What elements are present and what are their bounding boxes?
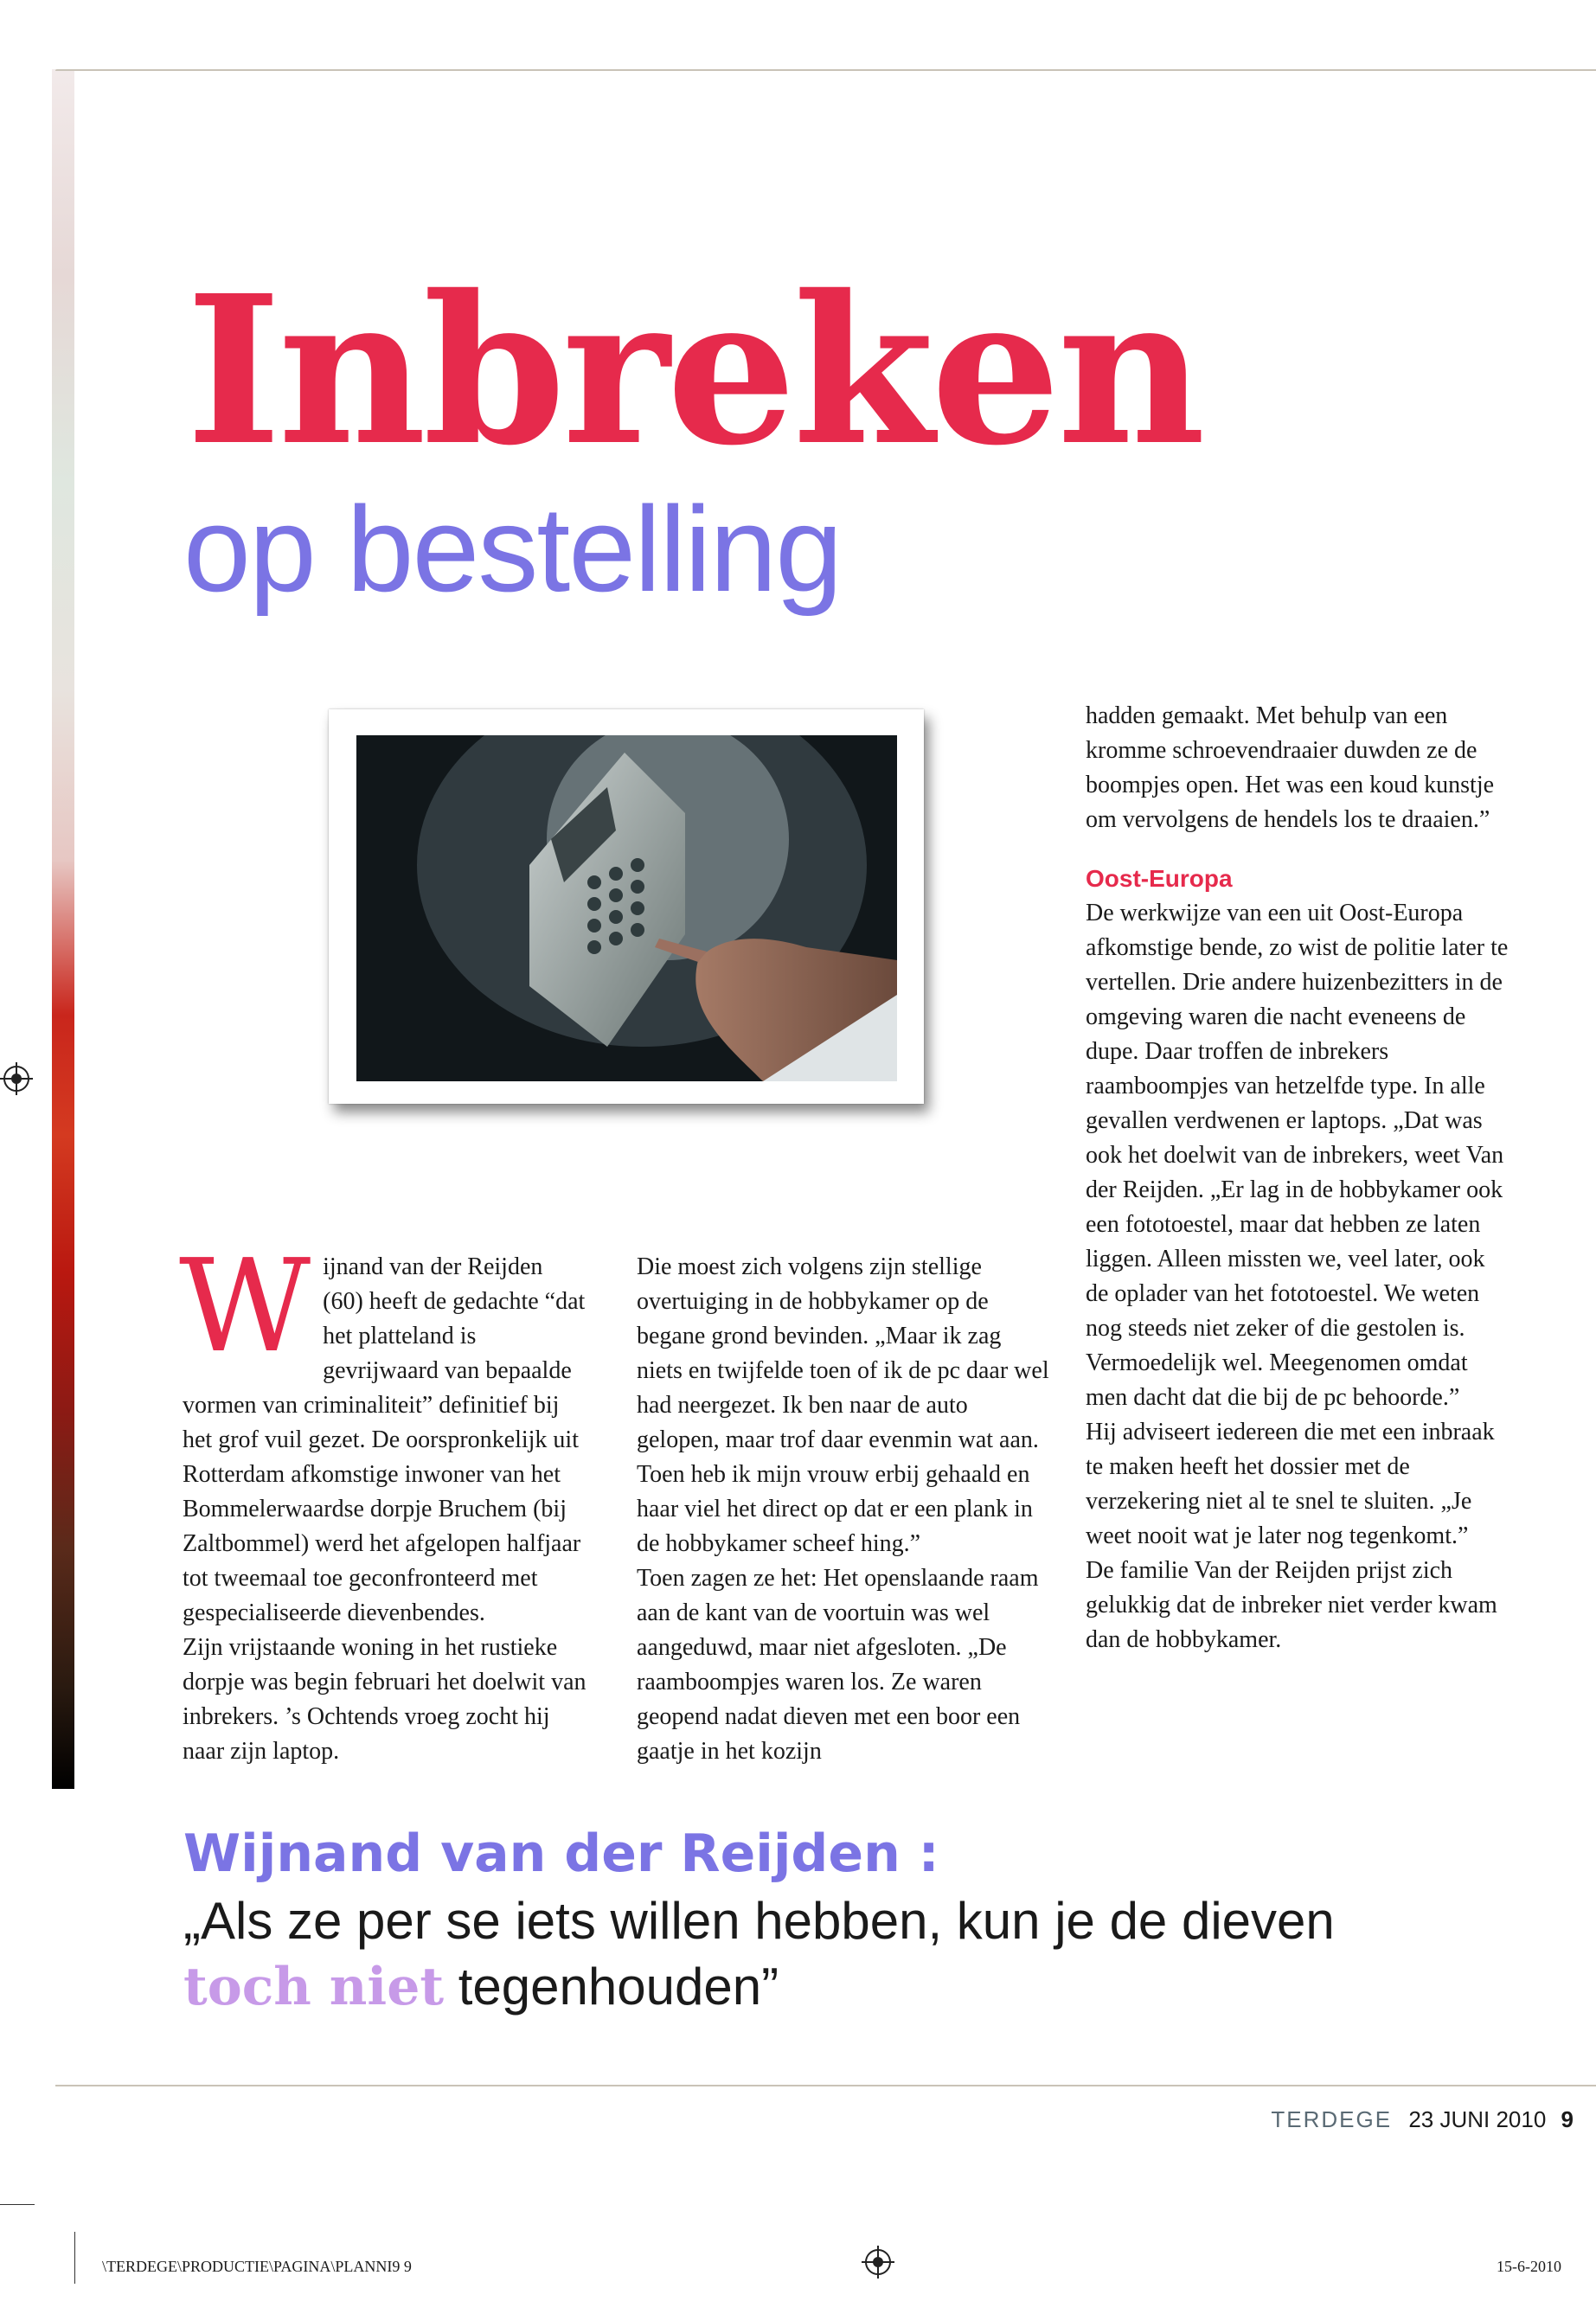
top-rule (55, 69, 1596, 71)
article-title: Inbreken (186, 250, 1202, 490)
magazine-name: TERDEGE (1271, 2106, 1393, 2132)
crop-mark-vertical (74, 2232, 75, 2284)
paragraph: Zijn vrijstaande woning in het rustieke dorpje was begin februari het doelwit van inbrekers. ’s Ochtends vroeg zocht hij naar zijn laptop. (183, 1634, 586, 1765)
photo-frame (329, 709, 924, 1104)
registration-mark-left-icon (3, 1066, 29, 1092)
article-column-1 (179, 1232, 589, 1769)
article-column-2 (637, 1250, 1052, 1769)
paragraph: De familie Van der Reijden prijst zich gelukkig dat de inbreker niet verder kwam dan de hobbykamer. (1086, 1557, 1497, 1653)
dropcap: W (179, 1232, 311, 1381)
article-subtitle: op bestelling (183, 481, 842, 617)
paragraph: Toen zagen ze het: Het openslaande raam aan de kant van de voortuin was wel aangeduwd, maar niet afgesloten. „De raamboompjes waren los. Ze waren geopend nadat dieven met een boor een gaatje in het kozijn (637, 1565, 1039, 1765)
quote-emphasis: toch niet (183, 1957, 445, 2017)
article-column-3 (1086, 699, 1509, 1657)
paragraph: hadden gemaakt. Met behulp van een kromme schroevendraaier duwden ze de boompjes open. Het was een koud kunstje om vervolgens de hendels los te draaien.” (1086, 702, 1495, 833)
page-footer (1271, 2106, 1574, 2133)
color-strip (52, 69, 74, 1789)
crop-mark-horizontal (0, 2204, 35, 2205)
paragraph: Hij adviseert iedereen die met een inbraak te maken heeft het dossier met de verzekering niet al te snel te sluiten. „Je weet nooit wat je later nog tegenkomt.” (1086, 1419, 1495, 1549)
paragraph: Die moest zich volgens zijn stellige overtuiging in de hobbykamer op de begane grond bevinden. „Maar ik zag niets en twijfelde toen of ik de pc daar wel had neergezet. Ik ben naar de auto gelopen, maar trof daar evenmin wat aan. Toen heb ik mijn vrouw erbij gehaald en haar viel het direct op dat er een plank in de hobbykamer scheef hing.” (637, 1253, 1049, 1557)
registration-mark-bottom-icon (865, 2249, 891, 2275)
print-date: 15-6-2010 (1497, 2258, 1561, 2275)
page-number: 9 (1561, 2106, 1574, 2132)
quote-attribution: Wijnand van der Reijden : (183, 1823, 939, 1884)
issue-date: 23 JUNI 2010 (1408, 2106, 1547, 2132)
print-slug: \TERDEGE\PRODUCTIE\PAGINA\PLANNI9 9 (102, 2258, 412, 2275)
quote-text-after: tegenhouden” (458, 1958, 779, 2016)
keypad-alarm-photo (356, 735, 897, 1081)
section-heading: Oost-Europa (1086, 865, 1233, 892)
paragraph: ijnand van der Reijden (60) heeft de gedachte “dat het platteland is gevrijwaard van bepaalde vormen van criminaliteit” definitief bij het grof vuil gezet. De oorspronkelijk uit Rotterdam afkomstige inwoner van het Bommelerwaardse dorpje Bruchem (bij Zaltbommel) werd het afgelopen halfjaar tot tweemaal toe geconfronteerd met gespecialiseerde dievenbendes. (183, 1253, 586, 1626)
paragraph: De werkwijze van een uit Oost-Europa afkomstige bende, zo wist de politie later te vertellen. Drie andere huizenbezitters in de omgeving waren die nacht eveneens de dupe. Daar troffen de inbrekers raamboompjes van hetzelfde type. In alle gevallen verdwenen er laptops. „Dat was ook het doelwit van de inbrekers, weet Van der Reijden. „Er lag in de hobbykamer ook een fototoestel, maar dat hebben ze laten liggen. Alleen missten we, veel later, ook de oplader van het fototoestel. We weten nog steeds niet zeker of die gestolen is. Vermoedelijk wel. Meegenomen omdat men dacht dat die bij de pc behoorde.” (1086, 900, 1509, 1411)
bottom-rule (55, 2085, 1596, 2086)
quote-text-before: „Als ze per se iets willen hebben, kun je de dieven (183, 1892, 1335, 1950)
keypad-alarm-illustration-icon (356, 735, 897, 1081)
pull-quote (183, 1888, 1481, 2020)
